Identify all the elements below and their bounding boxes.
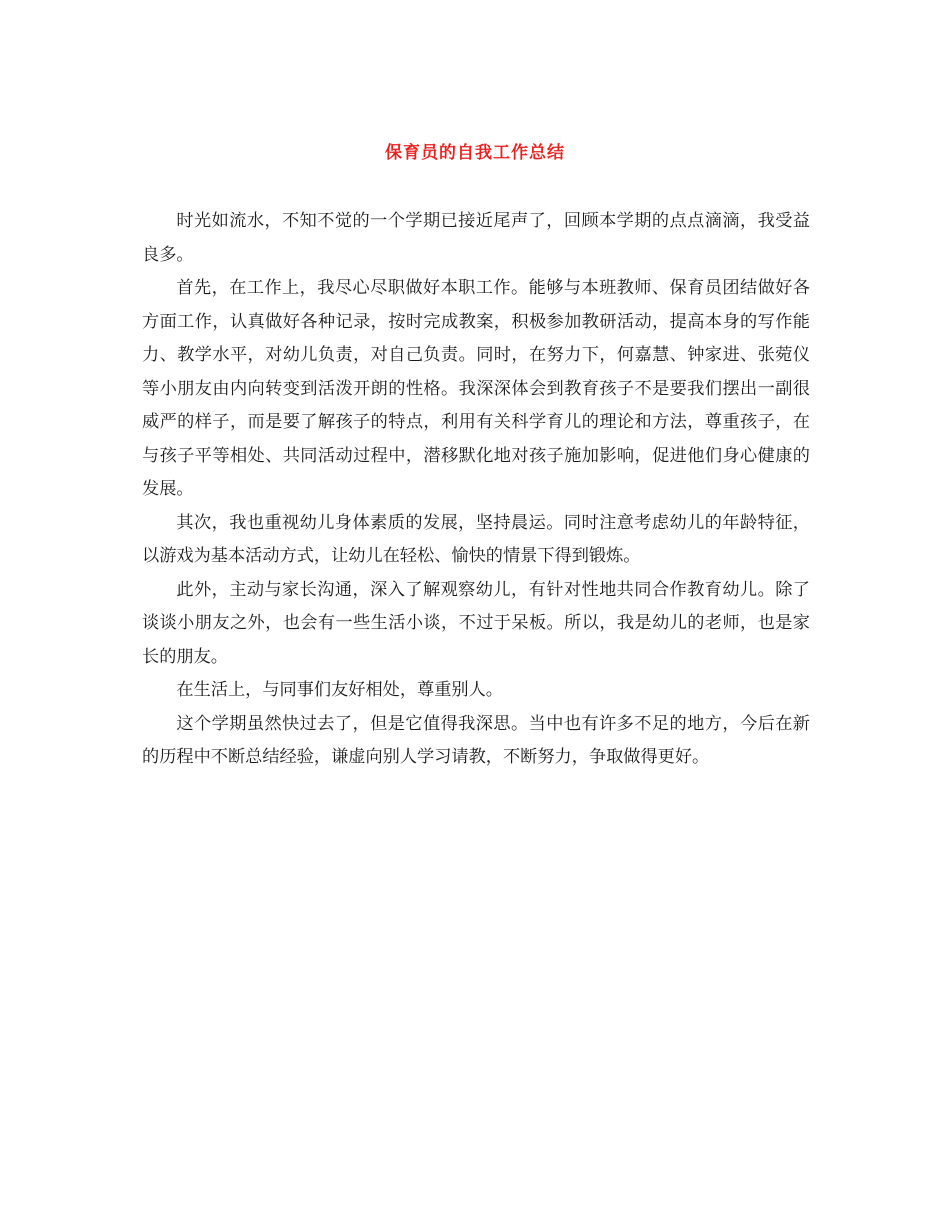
paragraph-3: 其次，我也重视幼儿身体素质的发展，坚持晨运。同时注意考虑幼儿的年龄特征，以游戏为基本活动方式，让幼儿在轻松、愉快的情景下得到锻炼。 [142,512,810,566]
paragraph-2: 首先，在工作上，我尽心尽职做好本职工作。能够与本班教师、保育员团结做好各方面工作，认真做好各种记录，按时完成教案，积极参加教研活动，提高本身的写作能力、教学水平，对幼儿负责，对自己负责。同时，在努力下，何嘉慧、钟家进、张菀仪等小朋友由内向转变到活泼开朗的性格。我深深体会到教育孩子不是要我们摆出一副很威严的样子，而是要了解孩子的特点，利用有关科学育儿的理论和方法，尊重孩子，在与孩子平等相处、共同活动过程中，潜移默化地对孩子施加影响，促进他们身心健康的发展。 [142,278,810,499]
document-title: 保育员的自我工作总结 [385,143,565,163]
paragraph-5: 在生活上，与同事们友好相处，尊重别人。 [176,680,503,700]
document-body [142,205,810,775]
paragraph-1: 时光如流水，不知不觉的一个学期已接近尾声了，回顾本学期的点点滴滴，我受益良多。 [142,211,810,265]
paragraph-6: 这个学期虽然快过去了，但是它值得我深思。当中也有许多不足的地方，今后在新的历程中不断总结经验，谦虚向别人学习请教，不断努力，争取做得更好。 [142,713,810,767]
paragraph-4: 此外，主动与家长沟通，深入了解观察幼儿，有针对性地共同合作教育幼儿。除了谈谈小朋友之外，也会有一些生活小谈，不过于呆板。所以，我是幼儿的老师，也是家长的朋友。 [142,579,810,667]
